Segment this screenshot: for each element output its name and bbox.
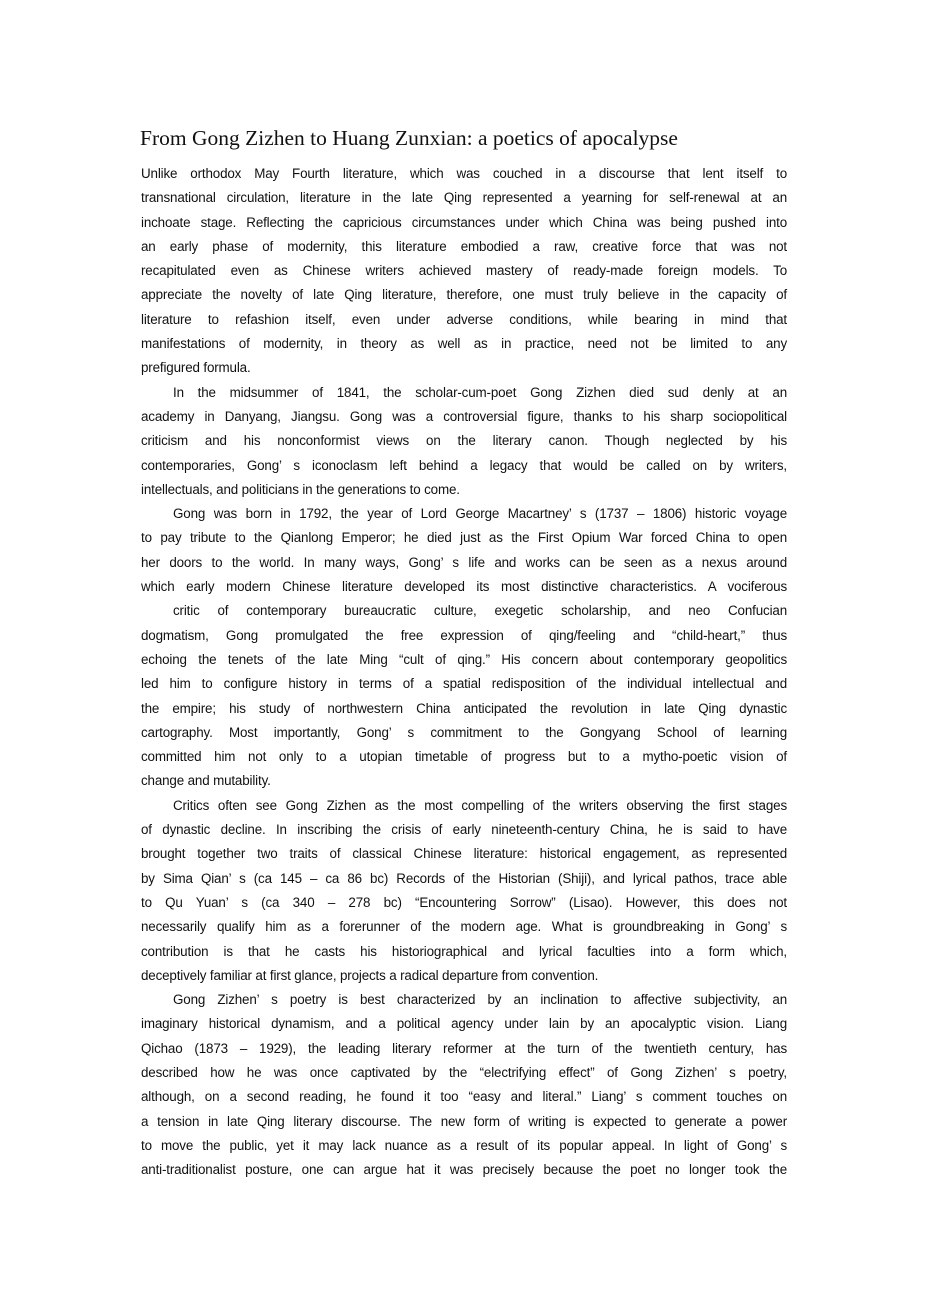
text-line: a tension in late Qing literary discourse. The new form of writing is expected to generate a power xyxy=(141,1113,787,1129)
paragraph xyxy=(141,381,787,502)
text-line: Gong Zizhen’ s poetry is best characterized by an inclination to affective subjectivity, an xyxy=(173,992,787,1008)
text-line: appreciate the novelty of late Qing literature, therefore, one must truly believe in the capacity of xyxy=(141,287,787,303)
text-line: critic of contemporary bureaucratic culture, exegetic scholarship, and neo Confucian xyxy=(173,603,787,619)
text-line: manifestations of modernity, in theory as well as in practice, need not be limited to any xyxy=(141,336,787,352)
text-line: to move the public, yet it may lack nuance as a result of its popular appeal. In light of Gong’ s xyxy=(141,1137,787,1153)
paragraph xyxy=(141,599,787,793)
document-body xyxy=(141,162,787,1182)
text-line: contribution is that he casts his historiographical and lyrical faculties into a form which, xyxy=(141,943,787,959)
text-line: committed him not only to a utopian timetable of progress but to a mytho-poetic vision of xyxy=(141,749,787,765)
paragraph xyxy=(141,988,787,1182)
section-title: From Gong Zizhen to Huang Zunxian: a poetics of apocalypse xyxy=(140,126,678,150)
text-line: by Sima Qian’ s (ca 145 – ca 86 bc) Records of the Historian (Shiji), and lyrical pathos, trace able xyxy=(141,870,787,886)
text-line: necessarily qualify him as a forerunner of the modern age. What is groundbreaking in Gong’ s xyxy=(141,919,787,935)
paragraph xyxy=(141,502,787,599)
text-line: brought together two traits of classical Chinese literature: historical engagement, as represented xyxy=(141,846,787,862)
paragraph xyxy=(141,794,787,988)
text-line: contemporaries, Gong’ s iconoclasm left behind a legacy that would be called on by writers, xyxy=(141,457,787,473)
text-line: to pay tribute to the Qianlong Emperor; he died just as the First Opium War forced China to open xyxy=(141,530,787,546)
text-line: led him to configure history in terms of a spatial redisposition of the individual intellectual and xyxy=(141,676,787,692)
text-line: echoing the tenets of the late Ming “cult of qing.” His concern about contemporary geopolitics xyxy=(141,651,787,667)
text-line: imaginary historical dynamism, and a political agency under lain by an apocalyptic vision. Liang xyxy=(141,1016,787,1032)
text-line: academy in Danyang, Jiangsu. Gong was a controversial figure, thanks to his sharp sociopolitical xyxy=(141,408,787,424)
text-line: intellectuals, and politicians in the generations to come. xyxy=(141,481,460,497)
text-line: Gong was born in 1792, the year of Lord George Macartney’ s (1737 – 1806) historic voyage xyxy=(173,506,787,522)
text-line: prefigured formula. xyxy=(141,360,251,376)
text-line: to Qu Yuan’ s (ca 340 – 278 bc) “Encountering Sorrow” (Lisao). However, this does not xyxy=(141,894,787,910)
text-line: In the midsummer of 1841, the scholar-cum-poet Gong Zizhen died sud denly at an xyxy=(173,384,787,400)
text-line: transnational circulation, literature in the late Qing represented a yearning for self-renewal at an xyxy=(141,190,787,206)
text-line: deceptively familiar at first glance, projects a radical departure from convention. xyxy=(141,967,599,983)
document-page xyxy=(141,124,787,1182)
text-line: Unlike orthodox May Fourth literature, which was couched in a discourse that lent itself to xyxy=(141,166,787,181)
text-line: the empire; his study of northwestern China anticipated the revolution in late Qing dynastic xyxy=(141,700,787,716)
text-line: cartography. Most importantly, Gong’ s commitment to the Gongyang School of learning xyxy=(141,724,787,740)
text-line: recapitulated even as Chinese writers achieved mastery of ready-made foreign models. To xyxy=(141,263,787,279)
text-line: anti-traditionalist posture, one can argue hat it was precisely because the poet no longer took the xyxy=(141,1162,787,1178)
text-line: Qichao (1873 – 1929), the leading literary reformer at the turn of the twentieth century, has xyxy=(141,1040,787,1056)
text-line: of dynastic decline. In inscribing the crisis of early nineteenth-century China, he is said to have xyxy=(141,822,787,838)
text-line: literature to refashion itself, even under adverse conditions, while bearing in mind that xyxy=(141,311,787,327)
text-line: described how he was once captivated by the “electrifying effect” of Gong Zizhen’ s poetry, xyxy=(141,1064,787,1080)
text-line: dogmatism, Gong promulgated the free expression of qing/feeling and “child-heart,” thus xyxy=(141,627,787,643)
text-line: an early phase of modernity, this literature embodied a raw, creative force that was not xyxy=(141,238,787,254)
text-line: Critics often see Gong Zizhen as the most compelling of the writers observing the first stages xyxy=(173,797,787,813)
text-line: inchoate stage. Reflecting the capricious circumstances under which China was being pushed into xyxy=(141,214,787,230)
text-line: change and mutability. xyxy=(141,773,271,789)
paragraph xyxy=(141,162,787,381)
text-line: although, on a second reading, he found it too “easy and literal.” Liang’ s comment touches on xyxy=(141,1089,787,1105)
text-line: criticism and his nonconformist views on the literary canon. Though neglected by his xyxy=(141,433,787,449)
text-line: her doors to the world. In many ways, Gong’ s life and works can be seen as a nexus around xyxy=(141,554,787,570)
text-line: which early modern Chinese literature developed its most distinctive characteristics. A vociferous xyxy=(141,579,787,595)
